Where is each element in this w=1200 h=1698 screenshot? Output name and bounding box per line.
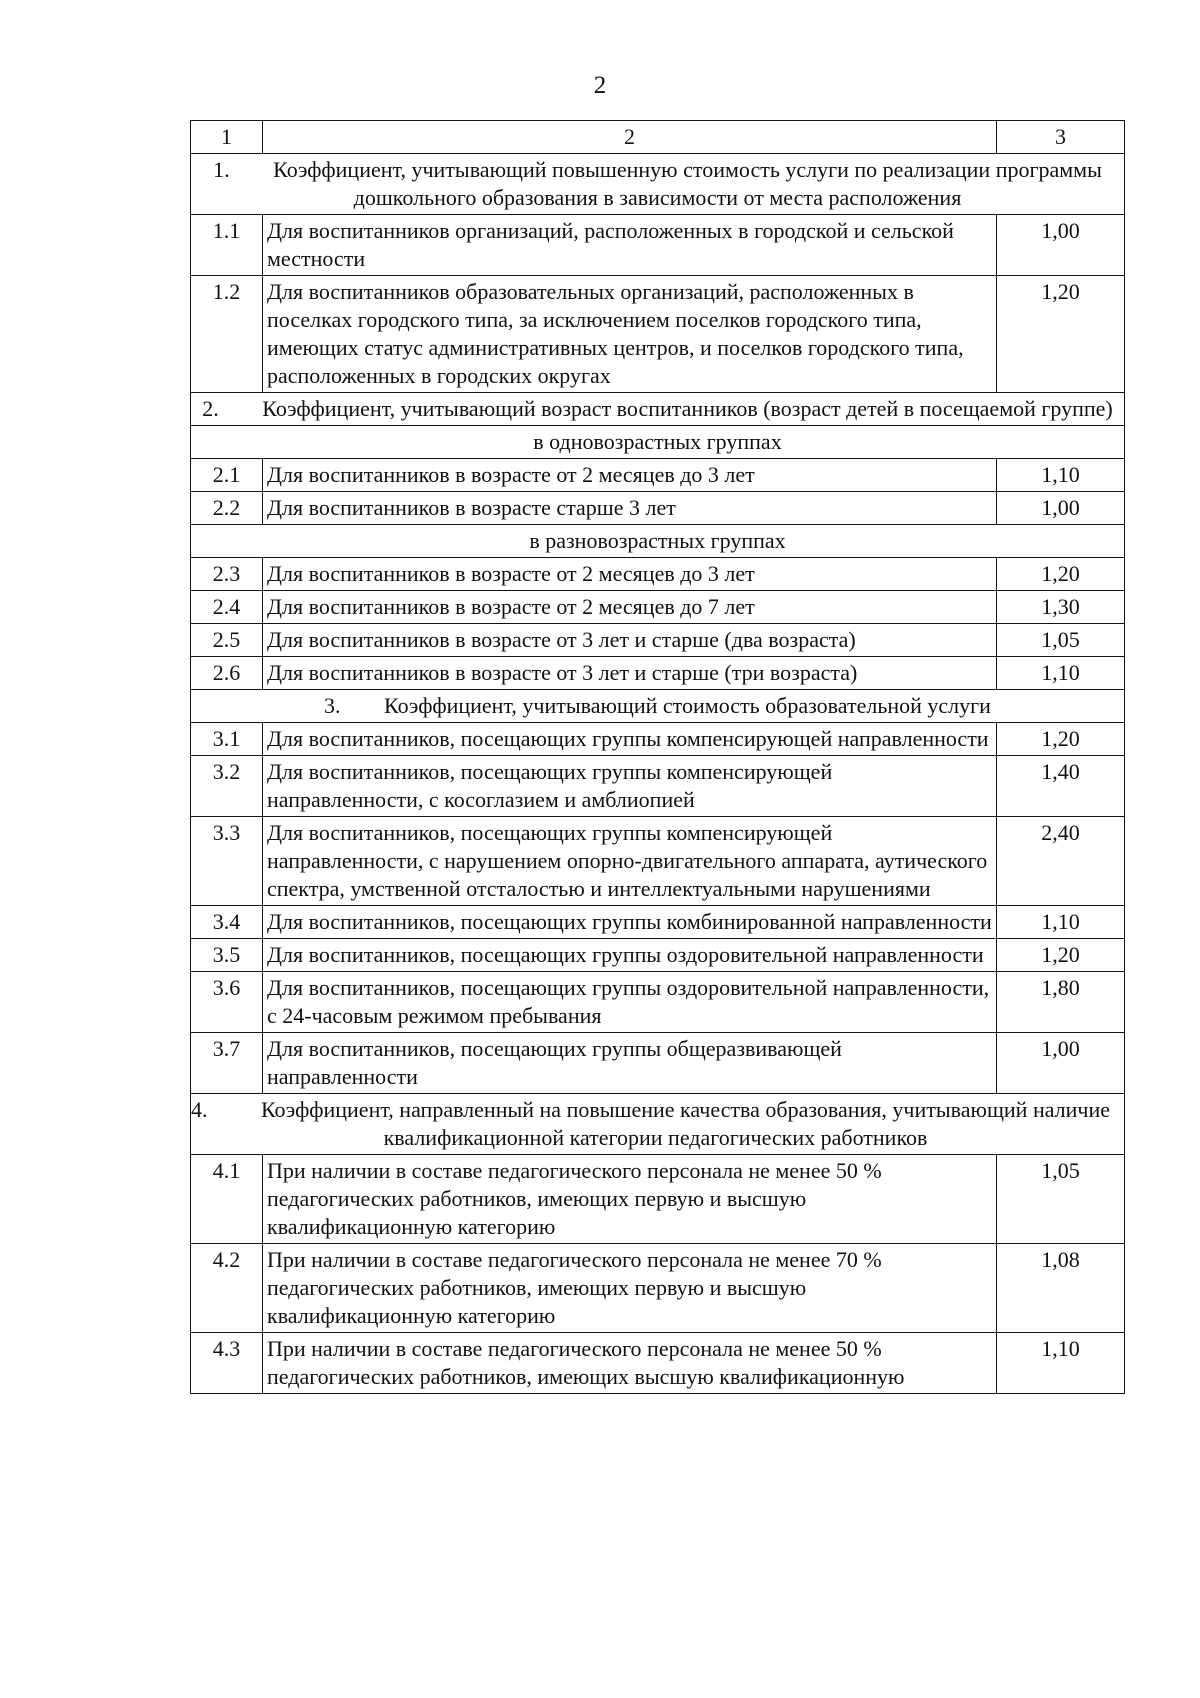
row-description: Для воспитанников в возрасте от 2 месяцев до 7 лет [263,591,997,624]
table-row [191,906,1125,939]
table-row [191,591,1125,624]
row-number: 2.6 [191,657,263,690]
row-number: 1.2 [191,276,263,393]
table-row [191,276,1125,393]
table-row [191,817,1125,906]
table-header-row [191,121,1125,154]
section-row [191,690,1125,723]
row-description: Для воспитанников, посещающих группы общеразвивающей направленности [263,1033,997,1094]
section-number: 4. [191,1097,208,1122]
row-description: Для воспитанников образовательных организаций, расположенных в поселках городского типа, за исключением поселков городского типа, имеющих статус административных центров, и поселков городского типа, расположенных в городских округах [263,276,997,393]
row-description: Для воспитанников, посещающих группы компенсирующей направленности, с косоглазием и амблиопией [263,756,997,817]
section-heading [191,393,1125,426]
row-coefficient: 1,40 [997,756,1125,817]
row-description: Для воспитанников в возрасте от 2 месяцев до 3 лет [263,558,997,591]
subsection-heading: в разновозрастных группах [191,525,1125,558]
table-row [191,972,1125,1033]
row-coefficient: 1,20 [997,723,1125,756]
table-row [191,723,1125,756]
row-coefficient: 1,05 [997,1155,1125,1244]
table-row [191,624,1125,657]
section-number: 3. [324,693,341,718]
section-title: Коэффициент, учитывающий возраст воспитанников (возраст детей в посещаемой группе) [262,396,1113,421]
table-row [191,657,1125,690]
row-number: 3.2 [191,756,263,817]
row-number: 4.3 [191,1333,263,1394]
row-number: 1.1 [191,215,263,276]
row-number: 4.2 [191,1244,263,1333]
row-number: 2.4 [191,591,263,624]
section-heading [191,1094,1125,1155]
row-number: 3.4 [191,906,263,939]
section-row [191,1094,1125,1155]
subsection-row [191,426,1125,459]
row-description: Для воспитанников в возрасте от 2 месяцев до 3 лет [263,459,997,492]
section-number: 2. [202,396,219,421]
row-description: Для воспитанников в возрасте старше 3 лет [263,492,997,525]
row-coefficient: 1,10 [997,459,1125,492]
row-description: При наличии в составе педагогического персонала не менее 70 % педагогических работников, имеющих первую и высшую квалификационную категорию [263,1244,997,1333]
section-title: Коэффициент, учитывающий повышенную стоимость услуги по реализации программы дошкольного образования в зависимости от места расположения [273,157,1102,210]
row-description: Для воспитанников, посещающих группы компенсирующей направленности, с нарушением опорно-двигательного аппарата, аутического спектра, умственной отсталостью и интеллектуальными нарушениями [263,817,997,906]
table-row [191,1333,1125,1394]
section-title: Коэффициент, направленный на повышение качества образования, учитывающий наличие квалификационной категории педагогических работников [260,1097,1111,1150]
row-description: Для воспитанников, посещающих группы компенсирующей направленности [263,723,997,756]
header-col-2: 2 [263,121,997,154]
row-number: 2.3 [191,558,263,591]
row-number: 3.1 [191,723,263,756]
subsection-row [191,525,1125,558]
row-description: Для воспитанников, посещающих группы оздоровительной направленности [263,939,997,972]
row-number: 3.3 [191,817,263,906]
row-number: 2.5 [191,624,263,657]
row-description: При наличии в составе педагогического персонала не менее 50 % педагогических работников, имеющих первую и высшую квалификационную категорию [263,1155,997,1244]
row-number: 3.6 [191,972,263,1033]
row-coefficient: 1,08 [997,1244,1125,1333]
row-coefficient: 1,00 [997,1033,1125,1094]
header-col-1: 1 [191,121,263,154]
row-coefficient: 2,40 [997,817,1125,906]
section-row [191,393,1125,426]
row-coefficient: 1,20 [997,558,1125,591]
coefficients-table [190,120,1125,1394]
row-coefficient: 1,00 [997,492,1125,525]
row-number: 3.5 [191,939,263,972]
table-row [191,939,1125,972]
section-heading [191,690,1125,723]
table-body [191,154,1125,1394]
table-row [191,459,1125,492]
row-coefficient: 1,10 [997,906,1125,939]
row-coefficient: 1,05 [997,624,1125,657]
row-coefficient: 1,10 [997,1333,1125,1394]
row-coefficient: 1,80 [997,972,1125,1033]
table-row [191,1155,1125,1244]
row-coefficient: 1,00 [997,215,1125,276]
section-title: Коэффициент, учитывающий стоимость образовательной услуги [384,693,991,718]
section-row [191,154,1125,215]
table-row [191,215,1125,276]
row-coefficient: 1,30 [997,591,1125,624]
row-number: 2.1 [191,459,263,492]
row-description: Для воспитанников, посещающих группы комбинированной направленности [263,906,997,939]
row-number: 3.7 [191,1033,263,1094]
table-row [191,492,1125,525]
row-coefficient: 1,20 [997,276,1125,393]
row-description: При наличии в составе педагогического персонала не менее 50 % педагогических работников, имеющих высшую квалификационную [263,1333,997,1394]
table-row [191,1244,1125,1333]
row-description: Для воспитанников в возрасте от 3 лет и старше (три возраста) [263,657,997,690]
page-number: 2 [593,72,607,99]
section-heading [191,154,1125,215]
table-row [191,558,1125,591]
table-row [191,756,1125,817]
section-number: 1. [213,157,230,182]
row-number: 4.1 [191,1155,263,1244]
row-number: 2.2 [191,492,263,525]
table-row [191,1033,1125,1094]
header-col-3: 3 [997,121,1125,154]
subsection-heading: в одновозрастных группах [191,426,1125,459]
row-description: Для воспитанников, посещающих группы оздоровительной направленности, с 24-часовым режимом пребывания [263,972,997,1033]
row-description: Для воспитанников организаций, расположенных в городской и сельской местности [263,215,997,276]
row-description: Для воспитанников в возрасте от 3 лет и старше (два возраста) [263,624,997,657]
row-coefficient: 1,10 [997,657,1125,690]
row-coefficient: 1,20 [997,939,1125,972]
